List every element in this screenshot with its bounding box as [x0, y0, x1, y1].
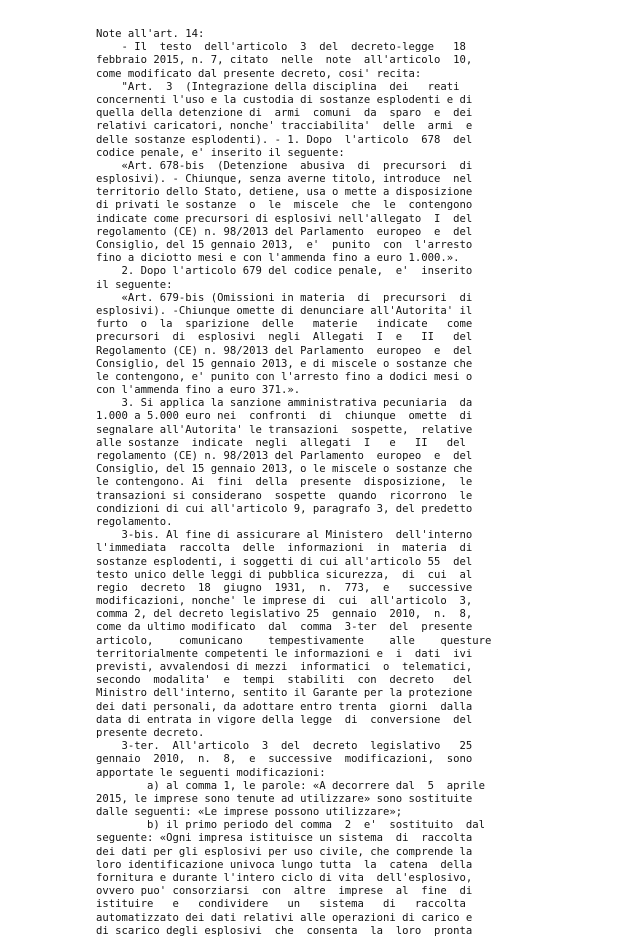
text-line: regolamento (CE) n. 98/2013 del Parlamento europeo e del — [96, 225, 473, 238]
text-line: «Art. 679-bis (Omissioni in materia di precursori di — [96, 291, 473, 304]
text-line: dalle seguenti: «Le imprese possono utilizzare»; — [96, 806, 403, 819]
text-line: dei dati personali, da adottare entro trenta giorni dalla — [96, 700, 473, 713]
text-line: dei dati per gli esplosivi per uso civile, che comprende la — [96, 845, 473, 858]
text-line: automatizzato dei dati relativi alle operazioni di carico e — [96, 911, 473, 924]
text-line: gennaio 2010, n. 8, e successive modificazioni, sono — [96, 753, 473, 766]
text-line: regolamento. — [96, 515, 173, 528]
document-text — [96, 28, 596, 938]
text-line: territorialmente competenti le informazioni e i dati ivi — [96, 647, 473, 660]
text-line: 1.000 a 5.000 euro nei confronti di chiunque omette di — [96, 410, 473, 423]
document-page — [96, 28, 596, 938]
text-line: data di entrata in vigore della legge di conversione del — [96, 713, 473, 726]
text-line: esplosivi). -Chiunque omette di denunciare all'Autorita' il — [96, 304, 473, 317]
text-line: febbraio 2015, n. 7, citato nelle note all'articolo 10, — [96, 54, 473, 67]
text-line: Consiglio, del 15 gennaio 2013, e di miscele o sostanze che — [96, 357, 473, 370]
text-line: territorio dello Stato, detiene, usa o mette a disposizione — [96, 186, 473, 199]
text-line: il seguente: — [96, 278, 173, 291]
text-line: secondo modalita' e tempi stabiliti con decreto del — [96, 674, 473, 687]
text-line: segnalare all'Autorita' le transazioni sospette, relative — [96, 423, 473, 436]
text-line: relativi caricatori, nonche' tracciabilita' delle armi e — [96, 120, 473, 133]
text-line: Note all'art. 14: — [96, 28, 205, 40]
text-line: Consiglio, del 15 gennaio 2013, e' punito con l'arresto — [96, 239, 473, 251]
text-line: Consiglio, del 15 gennaio 2013, o le miscele o sostanze che — [96, 463, 473, 476]
text-line: 2015, le imprese sono tenute ad utilizzare» sono sostituite — [96, 792, 473, 805]
text-line: furto o la sparizione delle materie indicate come — [96, 318, 473, 331]
text-line: quella della detenzione di armi comuni da sparo e dei — [96, 107, 473, 120]
text-line: fornitura e durante l'intero ciclo di vita dell'esplosivo, — [96, 872, 473, 884]
text-line: fino a diciotto mesi e con l'ammenda fino a euro 1.000.». — [96, 252, 460, 265]
text-line: come modificato dal presente decreto, cosi' recita: — [96, 67, 422, 80]
text-line: regio decreto 18 giugno 1931, n. 773, e successive — [96, 581, 473, 594]
text-line: di scarico degli esplosivi che consenta la loro pronta — [96, 924, 473, 937]
text-line: le contengono. Ai fini della presente disposizione, le — [96, 476, 473, 489]
text-line: delle sostanze esplodenti). - 1. Dopo l'articolo 678 del — [96, 133, 473, 146]
text-line: comma 2, del decreto legislativo 25 gennaio 2010, n. 8, — [96, 608, 473, 621]
text-line: testo unico delle leggi di pubblica sicurezza, di cui al — [96, 568, 473, 581]
text-line: ovvero puo' consorziarsi con altre imprese al fine di — [96, 885, 473, 898]
text-line: precursori di esplosivi negli Allegati I e II del — [96, 331, 473, 344]
text-line: 3-ter. All'articolo 3 del decreto legislativo 25 — [96, 740, 473, 753]
text-line: loro identificazione univoca lungo tutta la catena della — [96, 858, 473, 871]
text-line: codice penale, e' inserito il seguente: — [96, 146, 345, 159]
text-line: istituire e condividere un sistema di raccolta — [96, 898, 466, 911]
text-line: 2. Dopo l'articolo 679 del codice penale, e' inserito — [96, 265, 473, 278]
text-line: "Art. 3 (Integrazione della disciplina dei reati — [96, 80, 460, 93]
text-line: Ministro dell'interno, sentito il Garante per la protezione — [96, 687, 473, 700]
text-line: con l'ammenda fino a euro 371.». — [96, 384, 301, 397]
text-line: sostanze esplodenti, i soggetti di cui all'articolo 55 del — [96, 555, 473, 568]
text-line: apportate le seguenti modificazioni: — [96, 766, 326, 779]
text-line: seguente: «Ogni impresa istituisce un sistema di raccolta — [96, 832, 473, 845]
text-line: articolo, comunicano tempestivamente alle questure — [96, 634, 492, 647]
text-line: condizioni di cui all'articolo 9, paragrafo 3, del predetto — [96, 502, 473, 515]
text-line: 3-bis. Al fine di assicurare al Ministero dell'interno — [96, 529, 473, 542]
text-line: a) al comma 1, le parole: «A decorrere dal 5 aprile — [96, 779, 486, 792]
text-line: «Art. 678-bis (Detenzione abusiva di precursori di — [96, 159, 473, 172]
text-line: alle sostanze indicate negli allegati I e II del — [96, 436, 466, 449]
text-line: indicate come precursori di esplosivi nell'allegato I del — [96, 212, 473, 225]
text-line: le contengono, e' punito con l'arresto fino a dodici mesi o — [96, 370, 473, 383]
text-line: regolamento (CE) n. 98/2013 del Parlamento europeo e del — [96, 450, 473, 462]
text-line: concernenti l'uso e la custodia di sostanze esplodenti e di — [96, 93, 473, 106]
text-line: Regolamento (CE) n. 98/2013 del Parlamento europeo e del — [96, 344, 473, 357]
text-line: - Il testo dell'articolo 3 del decreto-legge 18 — [96, 41, 466, 54]
text-line: di privati le sostanze o le miscele che le contengono — [96, 199, 473, 212]
text-line: esplosivi). - Chiunque, senza averne titolo, introduce nel — [96, 173, 473, 186]
text-line: come da ultimo modificato dal comma 3-ter del presente — [96, 621, 473, 634]
text-line: l'immediata raccolta delle informazioni in materia di — [96, 542, 473, 555]
text-line: transazioni si considerano sospette quando ricorrono le — [96, 489, 473, 502]
text-line: 3. Si applica la sanzione amministrativa pecuniaria da — [96, 397, 473, 410]
text-line: modificazioni, nonche' le imprese di cui all'articolo 3, — [96, 595, 473, 608]
text-line: previsti, avvalendosi di mezzi informatici o telematici, — [96, 661, 473, 673]
text-line: presente decreto. — [96, 726, 205, 739]
text-line: b) il primo periodo del comma 2 e' sostituito dal — [96, 819, 486, 832]
